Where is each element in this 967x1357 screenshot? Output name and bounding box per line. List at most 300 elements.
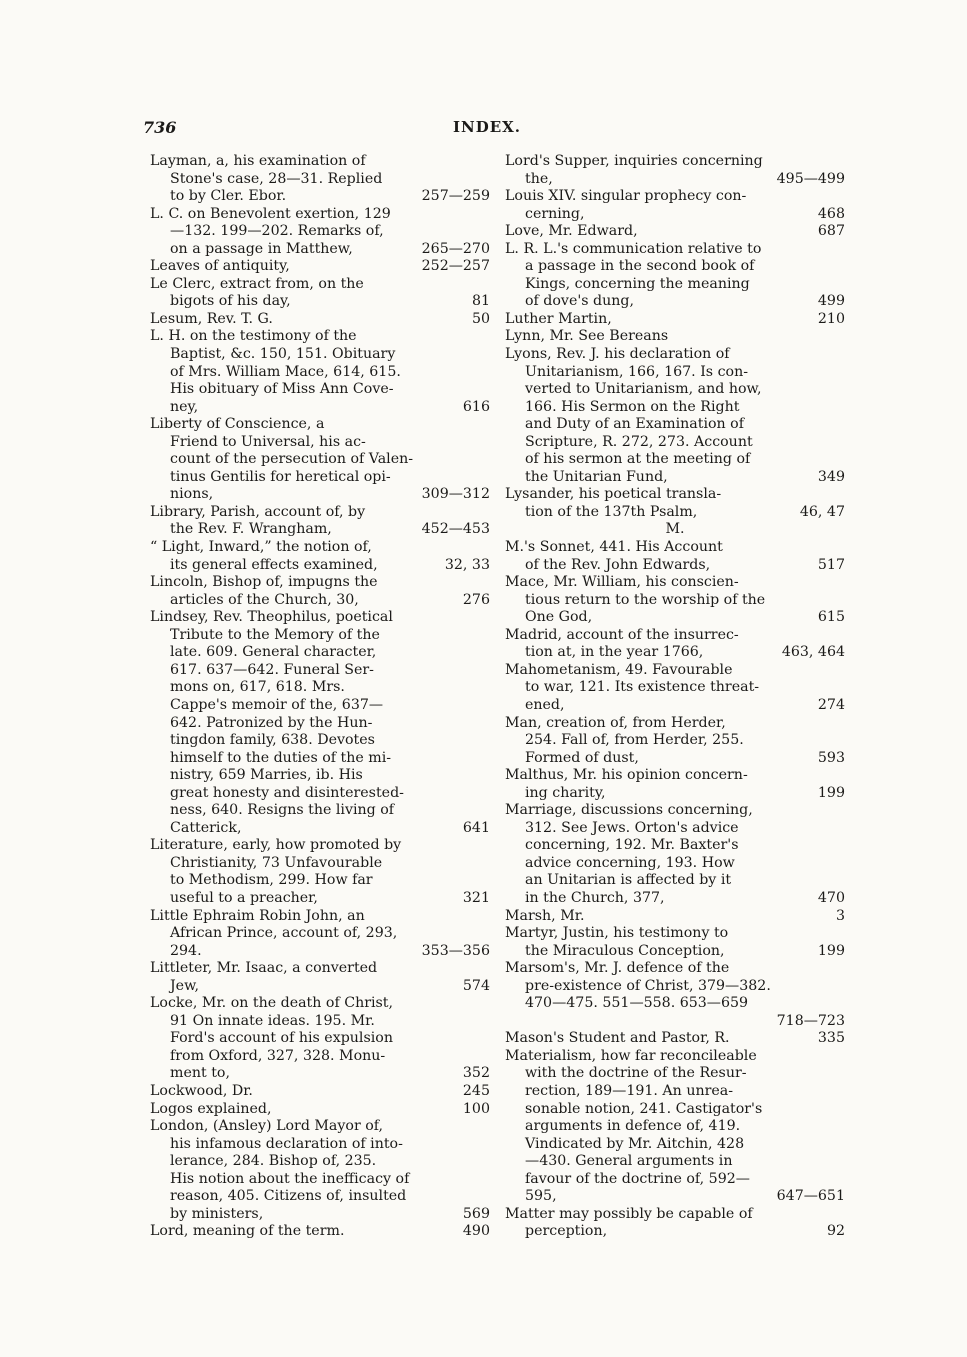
index-line <box>150 1171 490 1189</box>
index-line <box>150 1118 490 1136</box>
index-line <box>150 715 490 733</box>
index-line <box>505 627 845 645</box>
entry-text: perception, <box>525 1223 608 1240</box>
entry-text: Catterick, <box>170 819 242 836</box>
index-line <box>505 1083 845 1101</box>
entry-text: reason, 405. Citizens of, insulted <box>170 1188 407 1205</box>
entry-text: Lyons, Rev. J. his declaration of <box>505 346 730 363</box>
page-reference: 46, 47 <box>799 503 845 520</box>
index-entry <box>150 328 490 416</box>
page-reference: 3 <box>835 907 845 924</box>
page-reference: 349 <box>817 468 845 485</box>
index-entry <box>150 1101 490 1119</box>
entry-text: Lockwood, Dr. <box>150 1082 253 1099</box>
page-reference: 495—499 <box>776 170 845 187</box>
index-line <box>150 837 490 855</box>
index-line <box>505 1136 845 1154</box>
index-entry <box>505 960 845 1030</box>
index-line <box>150 206 490 224</box>
entry-text: Christianity, 73 Unfavourable <box>170 854 383 871</box>
running-head: INDEX. <box>453 118 522 136</box>
entry-text: count of the persecution of Valen- <box>170 451 414 468</box>
entry-text: mons on, 617, 618. Mrs. <box>170 679 345 696</box>
page-number: 736 <box>143 118 177 137</box>
index-line <box>505 609 845 627</box>
entry-text: tion at, in the year 1766, <box>525 644 704 661</box>
entry-text: to war, 121. Its existence threat- <box>525 679 760 696</box>
entry-text: advice concerning, 193. How <box>525 854 735 871</box>
entry-text: M.'s Sonnet, 441. His Account <box>505 539 723 556</box>
entry-text: ment to, <box>170 1065 230 1082</box>
page-reference: 352 <box>462 1065 490 1082</box>
index-entry <box>150 574 490 609</box>
index-entry <box>505 574 845 627</box>
page-reference: 463, 464 <box>781 644 845 661</box>
index-line <box>505 574 845 592</box>
entry-text: Lesum, Rev. T. G. <box>150 310 273 327</box>
entry-text: ing charity, <box>525 784 606 801</box>
page-reference: 199 <box>817 942 845 959</box>
index-line <box>505 188 845 206</box>
entry-text: of Mrs. William Mace, 614, 615. <box>170 363 401 380</box>
entry-text: bigots of his day, <box>170 293 291 310</box>
index-entry <box>150 995 490 1083</box>
entry-text: L. H. on the testimony of the <box>150 328 357 345</box>
index-line <box>505 1188 845 1206</box>
index-line <box>150 943 490 961</box>
index-line <box>150 521 490 539</box>
index-line <box>150 539 490 557</box>
entry-text: with the doctrine of the Resur- <box>525 1065 747 1082</box>
index-entry <box>150 1118 490 1223</box>
index-line <box>505 451 845 469</box>
page-reference: 569 <box>462 1205 490 1222</box>
page-reference: 274 <box>817 696 845 713</box>
index-entry <box>150 837 490 907</box>
index-line <box>505 434 845 452</box>
index-line <box>150 381 490 399</box>
entry-text: of the Rev. John Edwards, <box>525 556 711 573</box>
index-line <box>150 1153 490 1171</box>
index-line <box>150 750 490 768</box>
page-reference: 265—270 <box>421 240 490 257</box>
index-entry <box>505 539 845 574</box>
index-entry <box>505 908 845 926</box>
entry-text: Mason's Student and Pastor, R. <box>505 1030 730 1047</box>
entry-text: Leaves of antiquity, <box>150 258 290 275</box>
entry-text: Lincoln, Bishop of, impugns the <box>150 574 378 591</box>
entry-text: lerance, 284. Bishop of, 235. <box>170 1153 377 1170</box>
index-line <box>150 1101 490 1119</box>
index-line <box>150 767 490 785</box>
entry-text: Marsom's, Mr. J. defence of the <box>505 960 730 977</box>
index-line <box>150 469 490 487</box>
index-line <box>505 767 845 785</box>
index-line <box>505 679 845 697</box>
entry-text: Library, Parish, account of, by <box>150 503 366 520</box>
index-entry <box>150 1083 490 1101</box>
index-entry <box>505 188 845 223</box>
entry-text: late. 609. General character, <box>170 644 377 661</box>
index-line <box>505 486 845 504</box>
entry-text: a passage in the second book of <box>525 258 755 275</box>
index-line <box>150 1223 490 1241</box>
entry-text: Cappe's memoir of the, 637— <box>170 696 384 713</box>
entry-text: Materialism, how far reconcileable <box>505 1047 757 1064</box>
index-line <box>150 171 490 189</box>
index-line <box>150 241 490 259</box>
entry-text: Logos explained, <box>150 1100 272 1117</box>
page-reference: 718—723 <box>776 1012 845 1029</box>
index-line <box>505 557 845 575</box>
index-column-left <box>150 153 490 1241</box>
entry-text: tion of the 137th Psalm, <box>525 503 698 520</box>
entry-text: sonable notion, 241. Castigator's <box>525 1100 763 1117</box>
entry-text: to Methodism, 299. How far <box>170 872 373 889</box>
index-line <box>505 592 845 610</box>
entry-text: Friend to Universal, his ac- <box>170 433 366 450</box>
index-line <box>150 609 490 627</box>
entry-text: of his sermon at the meeting of <box>525 451 751 468</box>
index-line <box>505 276 845 294</box>
index-entry <box>505 241 845 311</box>
entry-text: Matter may possibly be capable of <box>505 1205 753 1222</box>
index-line <box>150 311 490 329</box>
index-line <box>505 697 845 715</box>
page-reference: 615 <box>817 609 845 626</box>
index-entry <box>505 346 845 486</box>
index-line <box>150 486 490 504</box>
page-reference: 499 <box>817 293 845 310</box>
entry-text: tinus Gentilis for heretical opi- <box>170 468 391 485</box>
page-reference: 92 <box>826 1223 845 1240</box>
entry-text: 312. See Jews. Orton's advice <box>525 819 739 836</box>
index-line <box>150 1188 490 1206</box>
index-line <box>505 1171 845 1189</box>
index-line <box>150 1206 490 1224</box>
index-line <box>150 1048 490 1066</box>
entry-text: One God, <box>525 609 593 626</box>
entry-text: ness, 640. Resigns the living of <box>170 802 395 819</box>
entry-text: ney, <box>170 398 199 415</box>
entry-text: the Unitarian Fund, <box>525 468 668 485</box>
index-entry <box>505 1206 845 1241</box>
entry-text: Unitarianism, 166, 167. Is con- <box>525 363 749 380</box>
page-reference: 335 <box>817 1030 845 1047</box>
entry-text: Tribute to the Memory of the <box>170 626 380 643</box>
page-reference: 687 <box>817 223 845 240</box>
entry-text: Scripture, R. 272, 273. Account <box>525 433 753 450</box>
page-reference: 245 <box>462 1082 490 1099</box>
index-line <box>505 346 845 364</box>
index-line <box>150 364 490 382</box>
index-entry <box>505 521 845 539</box>
entry-text: 470—475. 551—558. 653—659 <box>525 995 749 1012</box>
index-line <box>150 1065 490 1083</box>
index-line <box>150 644 490 662</box>
index-entry <box>505 627 845 662</box>
entry-text: Locke, Mr. on the death of Christ, <box>150 995 394 1012</box>
entry-text: the Miraculous Conception, <box>525 942 725 959</box>
entry-text: tious return to the worship of the <box>525 591 766 608</box>
entry-text: tingdon family, 638. Devotes <box>170 732 375 749</box>
index-line <box>505 908 845 926</box>
index-line <box>505 1065 845 1083</box>
entry-text: —430. General arguments in <box>525 1153 733 1170</box>
index-entry <box>505 662 845 715</box>
page-reference: 100 <box>462 1100 490 1117</box>
index-line <box>150 592 490 610</box>
entry-text: and Duty of an Examination of <box>525 416 744 433</box>
index-entry <box>150 1223 490 1241</box>
entry-text: 294. <box>170 942 202 959</box>
index-line <box>505 785 845 803</box>
index-entry <box>505 486 845 521</box>
entry-text: arguments in defence of, 419. <box>525 1118 741 1135</box>
entry-text: L. C. on Benevolent exertion, 129 <box>150 205 391 222</box>
index-line <box>505 258 845 276</box>
entry-text: to by Cler. Ebor. <box>170 188 287 205</box>
index-line <box>150 1083 490 1101</box>
entry-text: himself to the duties of the mi- <box>170 749 392 766</box>
page-reference: 468 <box>817 205 845 222</box>
page-header <box>143 118 522 140</box>
index-line <box>505 311 845 329</box>
entry-text: M. <box>665 521 685 538</box>
index-line <box>150 276 490 294</box>
page-reference: 470 <box>817 889 845 906</box>
entry-text: 166. His Sermon on the Right <box>525 398 740 415</box>
page-reference: 517 <box>817 556 845 573</box>
index-line <box>150 697 490 715</box>
index-line <box>150 679 490 697</box>
entry-text: favour of the doctrine of, 592— <box>525 1170 750 1187</box>
entry-text: Lindsey, Rev. Theophilus, poetical <box>150 609 393 626</box>
page-reference: 321 <box>462 889 490 906</box>
entry-text: His obituary of Miss Ann Cove- <box>170 381 394 398</box>
entry-text: of dove's dung, <box>525 293 634 310</box>
index-line <box>505 381 845 399</box>
index-line <box>150 153 490 171</box>
index-entry <box>150 960 490 995</box>
index-line <box>505 1223 845 1241</box>
page-reference: 50 <box>471 310 490 327</box>
index-line <box>505 1030 845 1048</box>
entry-text: 595, <box>525 1188 557 1205</box>
index-entry <box>150 539 490 574</box>
entry-text: Kings, concerning the meaning <box>525 275 750 292</box>
entry-text: verted to Unitarianism, and how, <box>525 381 762 398</box>
index-line <box>150 820 490 838</box>
entry-text: on a passage in Matthew, <box>170 240 353 257</box>
entry-text: his infamous declaration of into- <box>170 1135 403 1152</box>
entry-text: Mace, Mr. William, his conscien- <box>505 574 739 591</box>
entry-text: its general effects examined, <box>170 556 378 573</box>
entry-text: Little Ephraim Robin John, an <box>150 907 365 924</box>
index-line <box>505 662 845 680</box>
index-line <box>150 416 490 434</box>
index-line <box>150 925 490 943</box>
page-reference: 210 <box>817 310 845 327</box>
page-reference: 353—356 <box>421 942 490 959</box>
entry-text: Love, Mr. Edward, <box>505 223 638 240</box>
entry-text: Martyr, Justin, his testimony to <box>505 925 729 942</box>
index-line <box>150 346 490 364</box>
entry-text: Man, creation of, from Herder, <box>505 714 726 731</box>
entry-text: 254. Fall of, from Herder, 255. <box>525 732 744 749</box>
entry-text: Lord, meaning of the term. <box>150 1223 345 1240</box>
entry-text: concerning, 192. Mr. Baxter's <box>525 837 739 854</box>
index-line <box>505 293 845 311</box>
index-line <box>150 627 490 645</box>
index-line <box>505 1118 845 1136</box>
index-entry <box>150 908 490 961</box>
entry-text: Liberty of Conscience, a <box>150 416 325 433</box>
entry-text: from Oxford, 327, 328. Monu- <box>170 1047 386 1064</box>
index-line <box>505 872 845 890</box>
entry-text: by ministers, <box>170 1205 264 1222</box>
index-line <box>150 855 490 873</box>
index-entry <box>505 223 845 241</box>
entry-text: the, <box>525 170 553 187</box>
index-line <box>505 399 845 417</box>
index-entry <box>505 925 845 960</box>
page-reference: 593 <box>817 749 845 766</box>
index-entry <box>505 328 845 346</box>
index-line <box>505 995 845 1013</box>
entry-text: Lord's Supper, inquiries concerning <box>505 153 763 169</box>
index-line <box>505 539 845 557</box>
entry-text: the Rev. F. Wrangham, <box>170 521 332 538</box>
index-line <box>150 1030 490 1048</box>
index-line <box>150 328 490 346</box>
page-reference: 574 <box>462 977 490 994</box>
page-reference: 276 <box>462 591 490 608</box>
index-line <box>505 328 845 346</box>
index-entry <box>150 276 490 311</box>
page-reference: 641 <box>462 819 490 836</box>
index-line <box>505 1101 845 1119</box>
index-entry <box>150 609 490 837</box>
page-reference: 490 <box>462 1223 490 1240</box>
page-reference: 252—257 <box>421 258 490 275</box>
index-line <box>505 223 845 241</box>
page-reference: 81 <box>471 293 490 310</box>
index-line <box>150 1136 490 1154</box>
entry-text: Madrid, account of the insurrec- <box>505 626 739 643</box>
index-column-right <box>505 153 845 1241</box>
entry-text: articles of the Church, 30, <box>170 591 359 608</box>
index-line <box>150 399 490 417</box>
index-line <box>505 1048 845 1066</box>
page-reference: 647—651 <box>776 1188 845 1205</box>
entry-text: useful to a preacher, <box>170 889 318 906</box>
entry-text: pre-existence of Christ, 379—382. <box>525 977 771 994</box>
index-line <box>505 469 845 487</box>
index-line <box>150 908 490 926</box>
index-line <box>505 943 845 961</box>
index-line <box>150 802 490 820</box>
index-line <box>150 978 490 996</box>
index-entry <box>150 153 490 206</box>
index-line <box>150 890 490 908</box>
index-entry <box>505 715 845 768</box>
index-line <box>505 715 845 733</box>
index-line <box>505 925 845 943</box>
entry-text: Ford's account of his expulsion <box>170 1030 393 1047</box>
page-reference: 32, 33 <box>444 556 490 573</box>
index-line <box>505 978 845 996</box>
entry-text: Le Clerc, extract from, on the <box>150 275 364 292</box>
index-line <box>150 785 490 803</box>
entry-text: Louis XIV. singular prophecy con- <box>505 188 747 205</box>
entry-text: Literature, early, how promoted by <box>150 837 402 854</box>
entry-text: 617. 637—642. Funeral Ser- <box>170 661 374 678</box>
index-line <box>150 188 490 206</box>
index-line <box>505 171 845 189</box>
page-reference: 257—259 <box>421 188 490 205</box>
index-line <box>150 557 490 575</box>
index-entry <box>150 504 490 539</box>
section-letter <box>505 521 845 539</box>
entry-text: nions, <box>170 486 214 503</box>
entry-text: African Prince, account of, 293, <box>170 925 398 942</box>
page-reference: 199 <box>817 784 845 801</box>
entry-text: Vindicated by Mr. Aitchin, 428 <box>525 1135 745 1152</box>
index-entry <box>505 1048 845 1206</box>
index-line <box>505 1013 845 1031</box>
page-reference: 616 <box>462 398 490 415</box>
entry-text: an Unitarian is affected by it <box>525 872 732 889</box>
entry-text: His notion about the inefficacy of <box>170 1170 410 1187</box>
entry-text: great honesty and disinterested- <box>170 784 404 801</box>
index-line <box>505 890 845 908</box>
index-entry <box>505 802 845 907</box>
entry-text: in the Church, 377, <box>525 889 665 906</box>
index-line <box>150 258 490 276</box>
entry-text: rection, 189—191. An unrea- <box>525 1082 734 1099</box>
entry-text: London, (Ansley) Lord Mayor of, <box>150 1118 384 1135</box>
index-line <box>505 1206 845 1224</box>
entry-text: Formed of dust, <box>525 749 639 766</box>
index-line <box>150 451 490 469</box>
index-line <box>505 750 845 768</box>
index-line <box>150 434 490 452</box>
index-line <box>150 732 490 750</box>
index-line <box>150 995 490 1013</box>
index-line <box>505 855 845 873</box>
index-line <box>505 837 845 855</box>
index-line <box>150 223 490 241</box>
entry-text: Marsh, Mr. <box>505 907 585 924</box>
entry-text: Marriage, discussions concerning, <box>505 802 753 819</box>
page-reference: 452—453 <box>421 521 490 538</box>
index-line <box>150 504 490 522</box>
index-line <box>150 293 490 311</box>
entry-text: ened, <box>525 696 565 713</box>
index-line <box>150 662 490 680</box>
index-line <box>505 960 845 978</box>
index-line <box>505 241 845 259</box>
entry-text: nistry, 659 Marries, ib. His <box>170 767 363 784</box>
index-line <box>150 872 490 890</box>
index-entry <box>150 258 490 276</box>
index-line <box>505 802 845 820</box>
index-entry <box>505 1030 845 1048</box>
entry-text: 642. Patronized by the Hun- <box>170 714 373 731</box>
entry-text: Jew, <box>170 977 200 994</box>
index-line <box>505 153 845 171</box>
